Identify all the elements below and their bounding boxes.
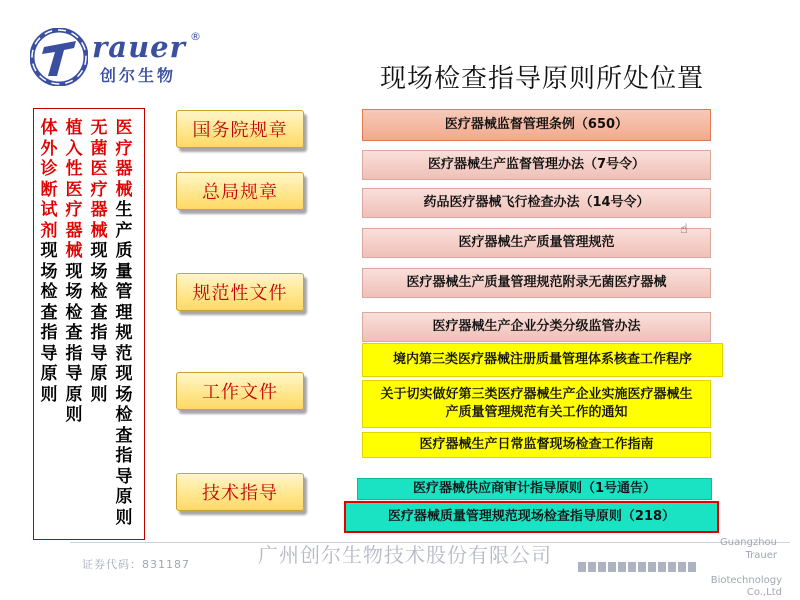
item-classified-supervision-measures: 医疗器械生产企业分类分级监管办法 [362,312,711,342]
footer-bio-en-1: Biotechnology [710,575,782,586]
trauer-logo-icon [30,28,88,86]
vertical-guideline-4: 体外诊断试剂现场检查指导原则 [40,118,58,405]
item-device-supervision-regulation: 医疗器械监督管理条例（650） [362,109,711,141]
category-normative-document: 规范性文件 [176,273,304,311]
footer-city-en-2: Trauer [745,550,777,561]
hand-cursor-icon: ☝ [680,222,688,237]
footer-city-en-1: Guangzhou [720,537,777,548]
logo-chinese-name: 创尔生物 [100,66,177,85]
item-sterile-device-appendix: 医疗器械生产质量管理规范附录无菌医疗器械 [362,268,711,298]
footer-bio-en-2: Co.,Ltd [746,587,782,598]
vertical-guideline-2: 无菌医疗器械现场检查指导原则 [90,118,108,405]
vertical-guideline-1: 医疗器械生产质量管理规范现场检查指导原则 [115,118,133,528]
category-administration-regulation: 总局规章 [176,172,304,210]
item-production-quality-standard: 医疗器械生产质量管理规范 [362,228,711,258]
category-technical-guidance: 技术指导 [176,473,304,511]
category-state-council-regulation: 国务院规章 [176,110,304,148]
item-daily-inspection-guide: 医疗器械生产日常监督现场检查工作指南 [362,432,711,458]
company-name: 广州创尔生物技术股份有限公司 [258,543,552,567]
vertical-guideline-3: 植入性医疗器械现场检查指导原则 [65,118,83,425]
logo-brand-text: rauer [92,30,186,64]
item-class3-registration-procedure: 境内第三类医疗器械注册质量管理体系核查工作程序 [362,343,723,377]
registered-mark: ® [190,30,201,43]
category-work-document: 工作文件 [176,372,304,410]
item-quality-inspection-guideline-highlighted: 医疗器械质量管理规范现场检查指导原则（218） [344,501,719,533]
item-class3-implementation-notice: 关于切实做好第三类医疗器械生产企业实施医疗器械生产质量管理规范有关工作的通知 [362,380,711,428]
item-production-supervision-measures: 医疗器械生产监督管理办法（7号令） [362,150,711,180]
stock-code: 证券代码：831187 [82,558,190,571]
item-flight-inspection-measures: 药品医疗器械飞行检查办法（14号令） [362,188,711,218]
item-supplier-audit-guideline: 医疗器械供应商审计指导原则（1号通告） [357,478,712,500]
page-title: 现场检查指导原则所处位置 [380,64,705,94]
footer-decoration [578,562,696,572]
